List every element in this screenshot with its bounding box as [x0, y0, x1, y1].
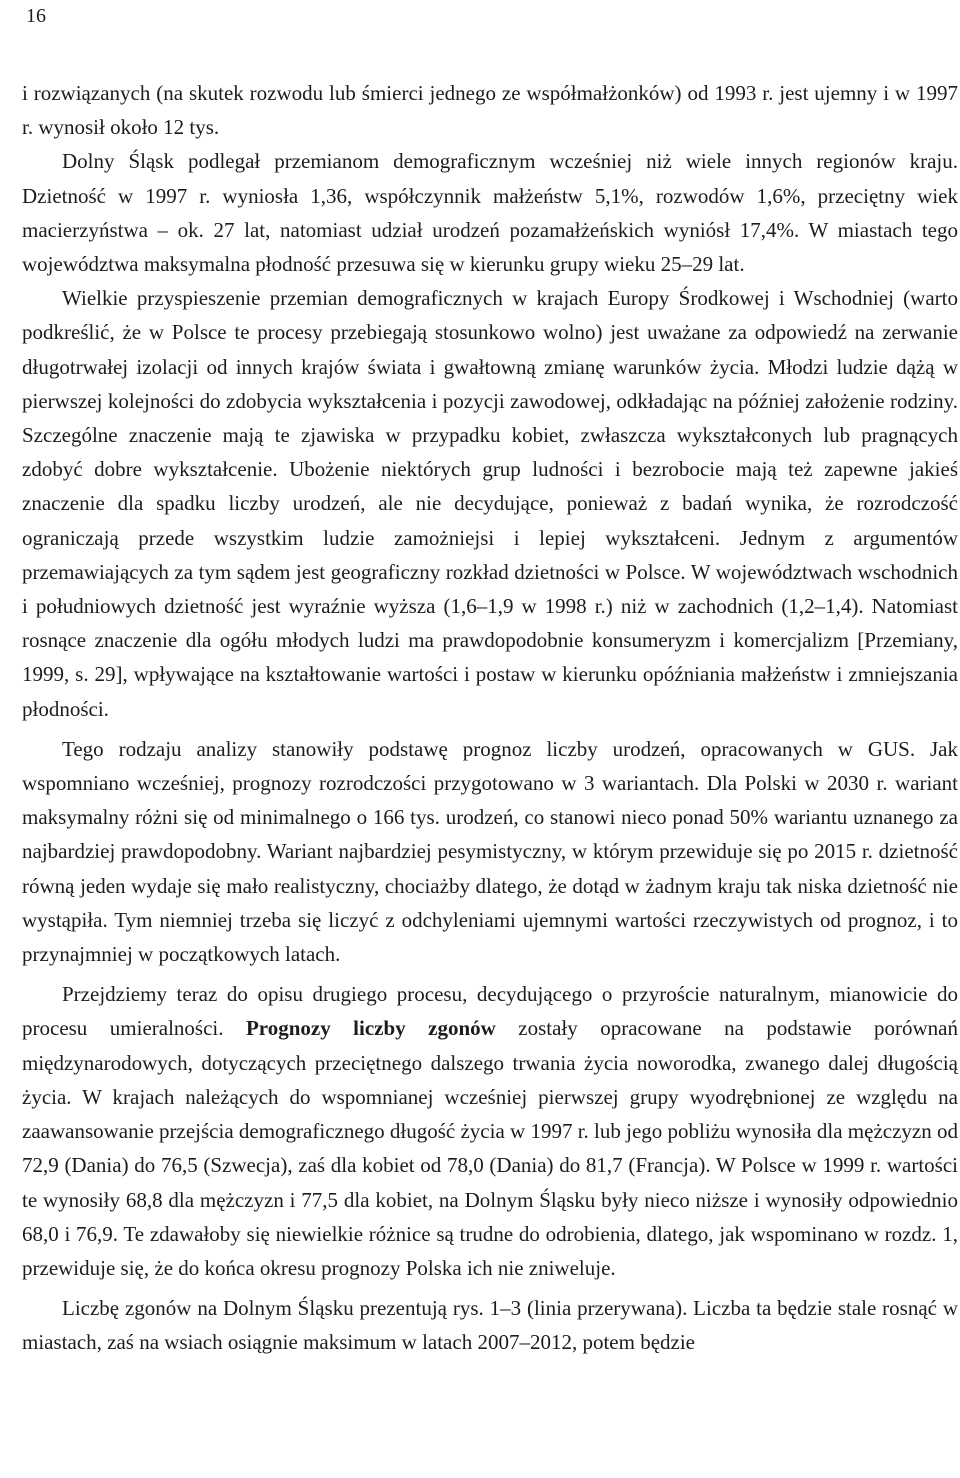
paragraph-continued: i rozwiązanych (na skutek rozwodu lub śmierci jednego ze współmałżonków) od 1993 r. jest ujemny i w 1997 r. wynosił około 12 tys. — [22, 81, 958, 140]
paragraph-umieralnosc-lead: Przejdziemy teraz do opisu drugiego procesu, decydującego o przyroście naturalnym, mianowicie do procesu umieralności. — [22, 982, 958, 1041]
paragraph-dolny-slask: Dolny Śląsk podlegał przemianom demograficznym wcześniej niż wiele innych regionów kraju. Dzietność w 1997 r. wyniosła 1,36, współczynnik małżeństw 5,1%, rozwodów 1,6%, przeciętny wiek macierzyństwa – ok. 27 lat, natomiast udział urodzeń pozamałżeńskich wyniósł 17,4%. W miastach tego województwa maksymalna płodność przesuwa się w kierunku grupy wieku 25–29 lat. — [22, 149, 958, 277]
bold-term-prognozy-zgonow: Prognozy liczby zgonów — [245, 1016, 496, 1041]
paragraph-umieralnosc — [22, 977, 958, 1285]
paragraph-liczba-zgonow: Liczbę zgonów na Dolnym Śląsku prezentują rys. 1–3 (linia przerywana). Liczba ta będzie stale rosnąć w miastach, zaś na wsiach osiągnie maksimum w latach 2007–2012, potem będzie — [22, 1296, 958, 1355]
paragraph-prognozy-urodzen — [22, 732, 958, 971]
paragraph-umieralnosc-rest: zostały opracowane na podstawie porównań międzynarodowych, dotyczących przeciętnego dalszego trwania życia noworodka, zwanego dalej długością życia. W krajach należących do wspomnianej wcześniej pierwszej grupy wyodrębnionej ze względu na zaawansowanie przejścia demograficznego długość życia w 1997 r. lub jego pobliżu wynosiła dla mężczyzn od 72,9 (Dania) do 76,5 (Szwecja), zaś dla kobiet od 78,0 (Dania) do 81,7 (Francja). W Polsce w 1999 r. wartości te wynosiły 68,8 dla mężczyzn i 77,5 dla kobiet, na Dolnym Śląsku były nieco niższe i wynosiły odpowiednio 68,0 i 76,9. Te zdawałoby się niewielkie różnice są trudne do odrobienia, dlatego, jak wspominano w rozdz. 1, przewiduje się, że do końca okresu prognozy Polska ich nie zniweluje. — [22, 1016, 958, 1280]
page-number: 16 — [26, 5, 46, 27]
paragraph-prognozy-urodzen-text: Tego rodzaju analizy stanowiły podstawę prognoz liczby urodzeń, opracowanych w GUS. Jak wspomniano wcześniej, prognozy rozrodczości przygotowano w 3 wariantach. Dla Polski w 2030 r. wariant maksymalny różni się od minimalnego o 166 tys. urodzeń, co stanowi nieco ponad 50% wariantu uznanego za najbardziej prawdopodobny. Wariant najbardziej pesymistyczny, w którym przewiduje się po 2015 r. dzietność równą jeden wydaje się mało realistyczny, chociażby dlatego, że dotąd w żadnym kraju tak niska dzietność nie wystąpiła. Tym niemniej trzeba się liczyć z odchyleniami ujemnymi wartości rzeczywistych od prognoz, i to przynajmniej w początkowych latach. — [22, 736, 958, 967]
paragraph-przyspieszenie: Wielkie przyspieszenie przemian demograficznych w krajach Europy Środkowej i Wschodniej (warto podkreślić, że w Polsce te procesy przebiegają stosunkowo wolno) jest uważane za odpowiedź na zerwanie długotrwałej izolacji od innych krajów świata i gwałtowną zmianę warunków życia. Młodzi ludzie dążą w pierwszej kolejności do zdobycia wykształcenia i pozycji zawodowej, odkładając na później założenie rodziny. Szczególne znaczenie mają te zjawiska w przypadku kobiet, zwłaszcza wykształconych lub pragnących zdobyć dobre wykształcenie. Ubożenie niektórych grup ludności i bezrobocie mają też zapewne jakieś znaczenie dla spadku liczby urodzeń, ale nie decydujące, ponieważ z badań wynika, że rozrodczość ograniczają przede wszystkim ludzie zamożniejsi i lepiej wykształceni. Jednym z argumentów przemawiających za tym sądem jest geograficzny rozkład dzietności w Polsce. W województwach wschodnich i południowych dzietność jest wyraźnie wyższa (1,6–1,9 w 1998 r.) niż w zachodnich (1,2–1,4). Natomiast rosnące znaczenie dla ogółu młodych ludzi ma prawdopodobnie konsumeryzm i komercjalizm [Przemiany, 1999, s. 29], wpływające na kształtowanie wartości i postaw w kierunku opóźniania małżeństw i zmniejszania płodności. — [22, 286, 958, 721]
text-body — [22, 76, 958, 1360]
